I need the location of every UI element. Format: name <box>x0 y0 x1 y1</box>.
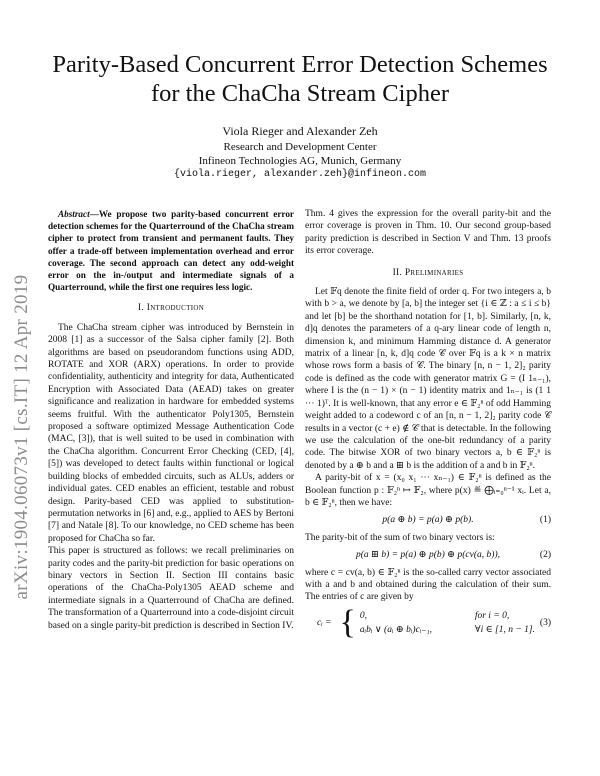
equation-1 <box>305 514 551 526</box>
intro-paragraph-2: This paper is structured as follows: we recall preliminaries on parity codes and the parity-bit prediction for basic operations on binary vectors in Section II. Section III contains basic operations of the ChaCha-Poly1305 AEAD scheme and intermediate signals in a Quarterround of ChaCha are defined. The transformation of a Quarterround into a code-disjoint circuit based on a single parity-bit prediction is described in Section IV. <box>48 546 294 631</box>
equation-3-lhs: cᵢ = <box>317 617 332 628</box>
left-brace-icon: { <box>339 603 356 641</box>
equation-3-number: (3) <box>539 617 551 628</box>
abstract <box>48 208 294 293</box>
section-heading-preliminaries: II. Preliminaries <box>392 267 464 278</box>
author-block <box>100 124 500 182</box>
equation-1-body: p(a ⊕ b) = p(a) ⊕ p(b). <box>382 515 474 526</box>
prelim-paragraph-3: The parity-bit of the sum of two binary vectors is: <box>305 532 495 543</box>
paper-title: Parity-Based Concurrent Error Detection Schemes for the ChaCha Stream Cipher <box>52 51 548 107</box>
abstract-text: —We propose two parity-based concurrent error detection schemes for the Quarterround of the ChaCha stream cipher to protect from transient and permanent faults. They offer a trade-off between implementation overhead and error coverage. The second approach can detect any odd-weight error on the in-/output and intermediate signals of a Quarterround, while the first one requires less logic. <box>48 209 294 293</box>
equation-2 <box>305 549 551 561</box>
equation-2-body: p(a ⊞ b) = p(a) ⊕ p(b) ⊕ p(cv(a, b)), <box>356 550 500 561</box>
author-emails: {viola.rieger, alexander.zeh}@infineon.com <box>173 169 427 180</box>
case-1-condition: for i = 0, <box>474 610 510 621</box>
equation-1-number: (1) <box>539 515 551 526</box>
equation-2-number: (2) <box>539 550 551 561</box>
case-2-value: aᵢbᵢ ∨ (aᵢ ⊕ bᵢ)cᵢ₋₁, <box>359 624 433 635</box>
equation-3-case-1 <box>360 609 535 623</box>
prelim-paragraph-2: A parity-bit of x = (x₀ x₁ ··· xₙ₋₁) ∈ 𝔽₂ⁿ is defined as the Boolean function p : 𝔽₂ⁿ ↦ 𝔽₂, where p(x) ≝ ⨁ᵢ₌₀ⁿ⁻¹ xᵢ. Let a, b ∈ 𝔽₂ⁿ, then we have: <box>305 473 551 508</box>
affiliation: Infineon Technologies AG, Munich, Germany <box>198 155 402 167</box>
case-1-value: 0, <box>359 610 367 621</box>
intro-paragraph-1: The ChaCha stream cipher was introduced by Bernstein in 2008 [1] as a successor of the Salsa cipher family [2]. Both algorithms are based on pseudorandom functions using ADD, ROTATE and XOR (ARX) operations. In order to provide confidentiality, authenticity and integrity for data, Authenticated Encryption with Associated Data (AEAD) takes on greater significance and realization in hardware for embedded systems seems fruitful. With the authenticator Poly1305, Bernstein proposed a software optimized Message Authentication Code (MAC, [3]), that is well suited to be used in combination with the ChaCha algorithm. Concurrent Error Checking (CED, [4], [5]) was developed to detect faults within functional or logical building blocks of embedded circuits, such as ALUs, adders or individual gates. CED enables an efficient, testable and robust design. Parity-based CED was applied to substitution-permutation networks in [6] and, e.g., applied to AES by Bertoni [7] and Natale [8]. To our knowledge, no CED scheme has been proposed for ChaCha so far. <box>48 322 294 544</box>
left-column <box>48 208 294 632</box>
right-column <box>305 208 551 641</box>
equation-3-case-2 <box>360 623 535 637</box>
arxiv-watermark: arXiv:1904.06073v1 [cs.IT] 12 Apr 2019 <box>11 274 32 600</box>
equation-3 <box>317 603 551 641</box>
right-paragraph-1: Thm. 4 gives the expression for the overall parity-bit and the error coverage is proven in Thm. 10. Our second group-based parity prediction is described in Section V and Thm. 13 proofs its error coverage. <box>305 209 551 257</box>
section-heading-introduction: I. Introduction <box>137 303 205 314</box>
prelim-paragraph-4: where c = cv(a, b) ∈ 𝔽₂ⁿ is the so-called carry vector associated with a and b and obtained during the calculation of their sum. The entries of c are given by <box>305 567 551 603</box>
abstract-label: Abstract <box>58 209 90 219</box>
case-2-condition: ∀i ∈ [1, n − 1]. <box>474 624 535 635</box>
equation-3-cases <box>360 609 535 637</box>
department: Research and Development Center <box>223 141 377 153</box>
prelim-paragraph-1: Let 𝔽q denote the finite field of order q. For two integers a, b with b > a, we denote by [a, b] the integer set {i ∈ ℤ : a ≤ i ≤ b} and let [b] be the shorthand notation for [1, b]. Similarly, [n, k, d]q denotes the parameters of a q-ary linear code of length n, dimension k, and minimum Hamming distance d. A generator matrix of a linear [n, k, d]q code 𝒞 over 𝔽q is a k × n matrix whose rows form a basis of 𝒞. The binary [n, n − 1, 2]₂ parity code is defined as the code with generator matrix G = (I 1ₙ₋₁), where I is the (n − 1) × (n − 1) identity matrix and 1ₙ₋₁ is (1 1 ··· 1)ᵀ. It is well-known, that any error e ∈ 𝔽₂ⁿ of odd Hamming weight added to a codeword c of an [n, n − 1, 2]₂ parity code 𝒞 results in a vector (c + e) ∉ 𝒞 that is detectable. In the following we use the calculation of the one-bit redundancy of a parity code. The bitwise XOR of two binary vectors a, b ∈ 𝔽₂ⁿ is denoted by a ⊕ b and a ⊞ b is the addition of a and b in 𝔽₂ⁿ. <box>305 287 551 471</box>
author-names: Viola Rieger and Alexander Zeh <box>222 124 378 138</box>
